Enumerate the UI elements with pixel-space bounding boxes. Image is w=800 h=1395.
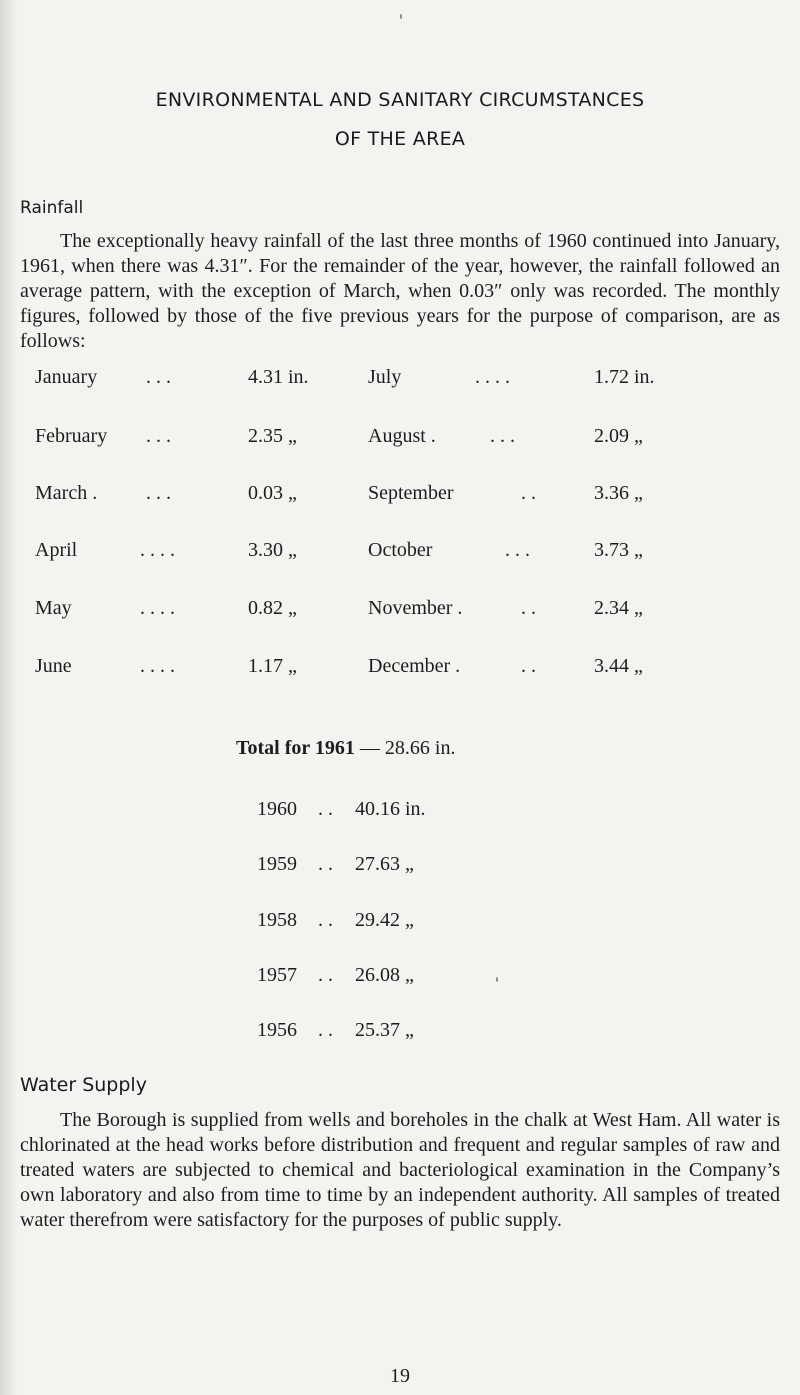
page-title-line-2: OF THE AREA xyxy=(334,128,466,150)
year-value-1956: 25.37 „ xyxy=(355,1019,414,1041)
year-value-1960: 40.16 in. xyxy=(355,798,426,820)
leader-dots: . . xyxy=(318,798,333,820)
month-value-september: 3.36 „ xyxy=(594,482,643,504)
month-label-july: July xyxy=(368,366,402,388)
year-value-1958: 29.42 „ xyxy=(355,909,414,931)
month-value-may: 0.82 „ xyxy=(248,597,297,619)
month-value-march: 0.03 „ xyxy=(248,482,297,504)
month-value-july: 1.72 in. xyxy=(594,366,655,388)
leader-dots: . . . . xyxy=(140,597,175,619)
water-supply-paragraph: The Borough is supplied from wells and boreholes in the chalk at West Ham. All water is chlorinated at the head works before distribution and frequent and regular samples of raw and treated waters are subjected to chemical and bacteriological examination in the Company’s own laboratory and also from time to time by an independent authority. All samples of treated water therefrom were satisfactory for the purposes of public supply. xyxy=(20,1109,780,1231)
month-value-october: 3.73 „ xyxy=(594,539,643,561)
year-label-1957: 1957 xyxy=(257,964,297,986)
leader-dots: . . . xyxy=(505,539,530,561)
scan-speck xyxy=(496,977,498,982)
leader-dots: . . . xyxy=(146,425,171,447)
total-label: Total for 1961 xyxy=(236,737,355,759)
month-label-october: October xyxy=(368,539,433,561)
month-value-april: 3.30 „ xyxy=(248,539,297,561)
year-value-1957: 26.08 „ xyxy=(355,964,414,986)
leader-dots: . . . . xyxy=(140,655,175,677)
leader-dots: . . . . xyxy=(475,366,510,388)
scan-edge-shadow xyxy=(0,0,18,1395)
year-label-1958: 1958 xyxy=(257,909,297,931)
rainfall-paragraph: The exceptionally heavy rainfall of the last three months of 1960 continued into January, 1961, when there was 4.31″. For the remainder of the year, however, the rainfall followed an average pattern, with the exception of March, when 0.03″ only was recorded. The monthly figures, followed by those of the five previous years for the purpose of comparison, are as follows: xyxy=(20,230,780,352)
water-supply-heading: Water Supply xyxy=(20,1074,147,1096)
month-label-march: March . xyxy=(35,482,98,504)
month-value-august: 2.09 „ xyxy=(594,425,643,447)
month-label-may: May xyxy=(35,597,72,619)
month-label-april: April xyxy=(35,539,78,561)
month-label-january: January xyxy=(35,366,98,388)
scan-speck xyxy=(400,14,402,19)
total-value: — 28.66 in. xyxy=(359,737,456,759)
leader-dots: . . . xyxy=(490,425,515,447)
month-label-june: June xyxy=(35,655,72,677)
leader-dots: . . xyxy=(318,1019,333,1041)
month-label-december: December . xyxy=(368,655,461,677)
page-title-line-1: ENVIRONMENTAL AND SANITARY CIRCUMSTANCES xyxy=(155,89,645,111)
year-label-1960: 1960 xyxy=(257,798,297,820)
leader-dots: . . xyxy=(318,909,333,931)
leader-dots: . . . xyxy=(146,482,171,504)
month-value-january: 4.31 in. xyxy=(248,366,309,388)
leader-dots: . . xyxy=(521,597,536,619)
leader-dots: . . . . xyxy=(140,539,175,561)
page-number: 19 xyxy=(390,1365,410,1387)
month-label-september: September xyxy=(368,482,454,504)
leader-dots: . . . xyxy=(146,366,171,388)
rainfall-heading: Rainfall xyxy=(20,198,84,218)
leader-dots: . . xyxy=(318,964,333,986)
year-label-1959: 1959 xyxy=(257,853,297,875)
annual-total xyxy=(236,737,455,760)
leader-dots: . . xyxy=(521,655,536,677)
month-value-december: 3.44 „ xyxy=(594,655,643,677)
month-value-february: 2.35 „ xyxy=(248,425,297,447)
leader-dots: . . xyxy=(318,853,333,875)
month-label-november: November . xyxy=(368,597,463,619)
leader-dots: . . xyxy=(521,482,536,504)
month-value-november: 2.34 „ xyxy=(594,597,643,619)
month-value-june: 1.17 „ xyxy=(248,655,297,677)
year-label-1956: 1956 xyxy=(257,1019,297,1041)
month-label-august: August . xyxy=(368,425,436,447)
year-value-1959: 27.63 „ xyxy=(355,853,414,875)
month-label-february: February xyxy=(35,425,108,447)
